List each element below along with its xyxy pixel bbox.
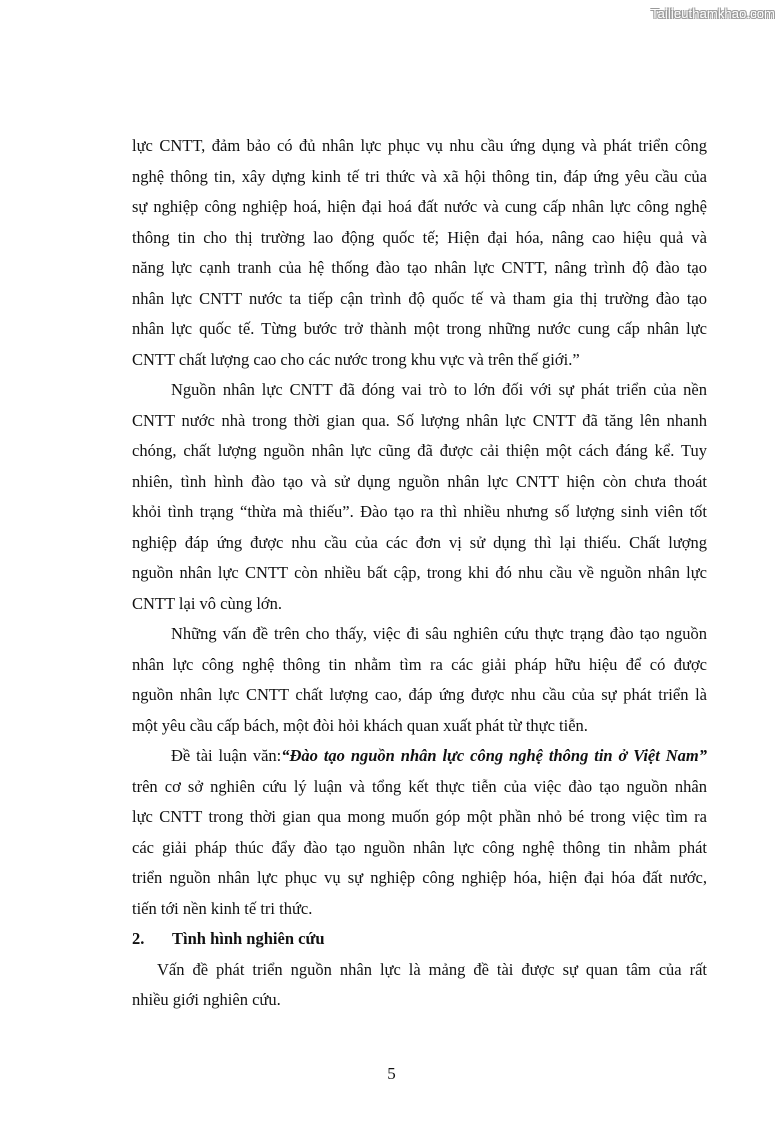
text-line: nguồn nhân lực CNTT còn nhiều bất cập, trong khi đó nhu cầu về nguồn nhân lực — [132, 563, 707, 582]
text-line: tiến tới nền kinh tế tri thức. — [132, 898, 313, 918]
text-line: nhân lực CNTT nước ta tiếp cận trình độ quốc tế và tham gia thị trường đào tạo — [132, 288, 707, 308]
text-line: trên cơ sở nghiên cứu lý luận và tổng kết thực tiễn của việc đào tạo nguồn nhân — [132, 776, 707, 796]
text-line: lực CNTT trong thời gian qua mong muốn góp một phần nhỏ bé trong việc tìm ra — [132, 807, 707, 826]
text-line: khỏi tình trạng “thừa mà thiếu”. Đào tạo ra thì nhiều nhưng số lượng sinh viên tốt — [132, 502, 707, 521]
thesis-title: “Đào tạo nguồn nhân lực công nghệ thông tin ở Việt Nam” — [281, 746, 707, 765]
text-line: nhân lực công nghệ thông tin nhằm tìm ra các giải pháp hữu hiệu để có được — [132, 654, 707, 674]
text-line: một yêu cầu cấp bách, một đòi hỏi khách quan xuất phát từ thực tiễn. — [132, 715, 588, 735]
text-line: nghệ thông tin, xây dựng kinh tế tri thức và xã hội thông tin, đáp ứng yêu cầu của — [132, 166, 707, 186]
text-line: chóng, chất lượng nguồn nhân lực cũng đã được cải thiện một cách đáng kể. Tuy — [132, 441, 707, 460]
text-line: nhân lực quốc tế. Từng bước trở thành một trong những nước cung cấp nhân lực — [132, 319, 707, 338]
document-body — [132, 131, 707, 1016]
section-title: Tình hình nghiên cứu — [172, 929, 325, 948]
watermark: Tailieuthamkhao.com — [650, 6, 775, 21]
section-heading — [132, 924, 707, 955]
text-line: nguồn nhân lực CNTT chất lượng cao, đáp ứng được nhu cầu của sự phát triển là — [132, 685, 707, 704]
page-number: 5 — [387, 1064, 396, 1083]
text-line: thông tin cho thị trường lao động quốc tế; Hiện đại hóa, nâng cao hiệu quả và — [132, 227, 707, 247]
paragraph-1 — [132, 131, 707, 375]
paragraph-3 — [132, 619, 707, 741]
paragraph-thesis — [132, 741, 707, 924]
text-line: CNTT nước nhà trong thời gian qua. Số lượng nhân lực CNTT đã tăng lên nhanh — [132, 410, 707, 430]
text-line: Vấn đề phát triển nguồn nhân lực là mảng đề tài được sự quan tâm của rất — [157, 959, 707, 979]
section-number: 2. — [132, 929, 145, 948]
text-line: triển nguồn nhân lực phục vụ sự nghiệp công nghiệp hóa, hiện đại hóa đất nước, — [132, 868, 707, 887]
text-line: CNTT chất lượng cao cho các nước trong khu vực và trên thế giới.” — [132, 349, 580, 369]
thesis-title-line — [132, 741, 707, 772]
paragraph-closing — [125, 955, 707, 1016]
text-line: CNTT lại vô cùng lớn. — [132, 593, 283, 613]
thesis-lead: Đề tài luận văn: — [171, 746, 282, 765]
text-line: các giải pháp thúc đẩy đào tạo nguồn nhân lực công nghệ thông tin nhằm phát — [132, 837, 707, 857]
text-line: sự nghiệp công nghiệp hoá, hiện đại hoá đất nước và cung cấp nhân lực công nghệ — [132, 197, 707, 216]
text-line: lực CNTT, đảm bảo có đủ nhân lực phục vụ nhu cầu ứng dụng và phát triển công — [132, 136, 707, 155]
text-line: năng lực cạnh tranh của hệ thống đào tạo nhân lực CNTT, nâng trình độ đào tạo — [132, 258, 707, 277]
text-line: nhiên, tình hình đào tạo và sử dụng nguồn nhân lực CNTT hiện còn chưa thoát — [132, 471, 707, 491]
text-line: Những vấn đề trên cho thấy, việc đi sâu nghiên cứu thực trạng đào tạo nguồn — [171, 624, 707, 643]
text-line: Nguồn nhân lực CNTT đã đóng vai trò to lớn đối với sự phát triển của nền — [171, 380, 707, 399]
text-line: nghiệp đáp ứng được nhu cầu của các đơn vị sử dụng thì lại thiếu. Chất lượng — [132, 532, 707, 552]
text-line: nhiều giới nghiên cứu. — [132, 990, 281, 1009]
paragraph-2 — [132, 375, 707, 619]
